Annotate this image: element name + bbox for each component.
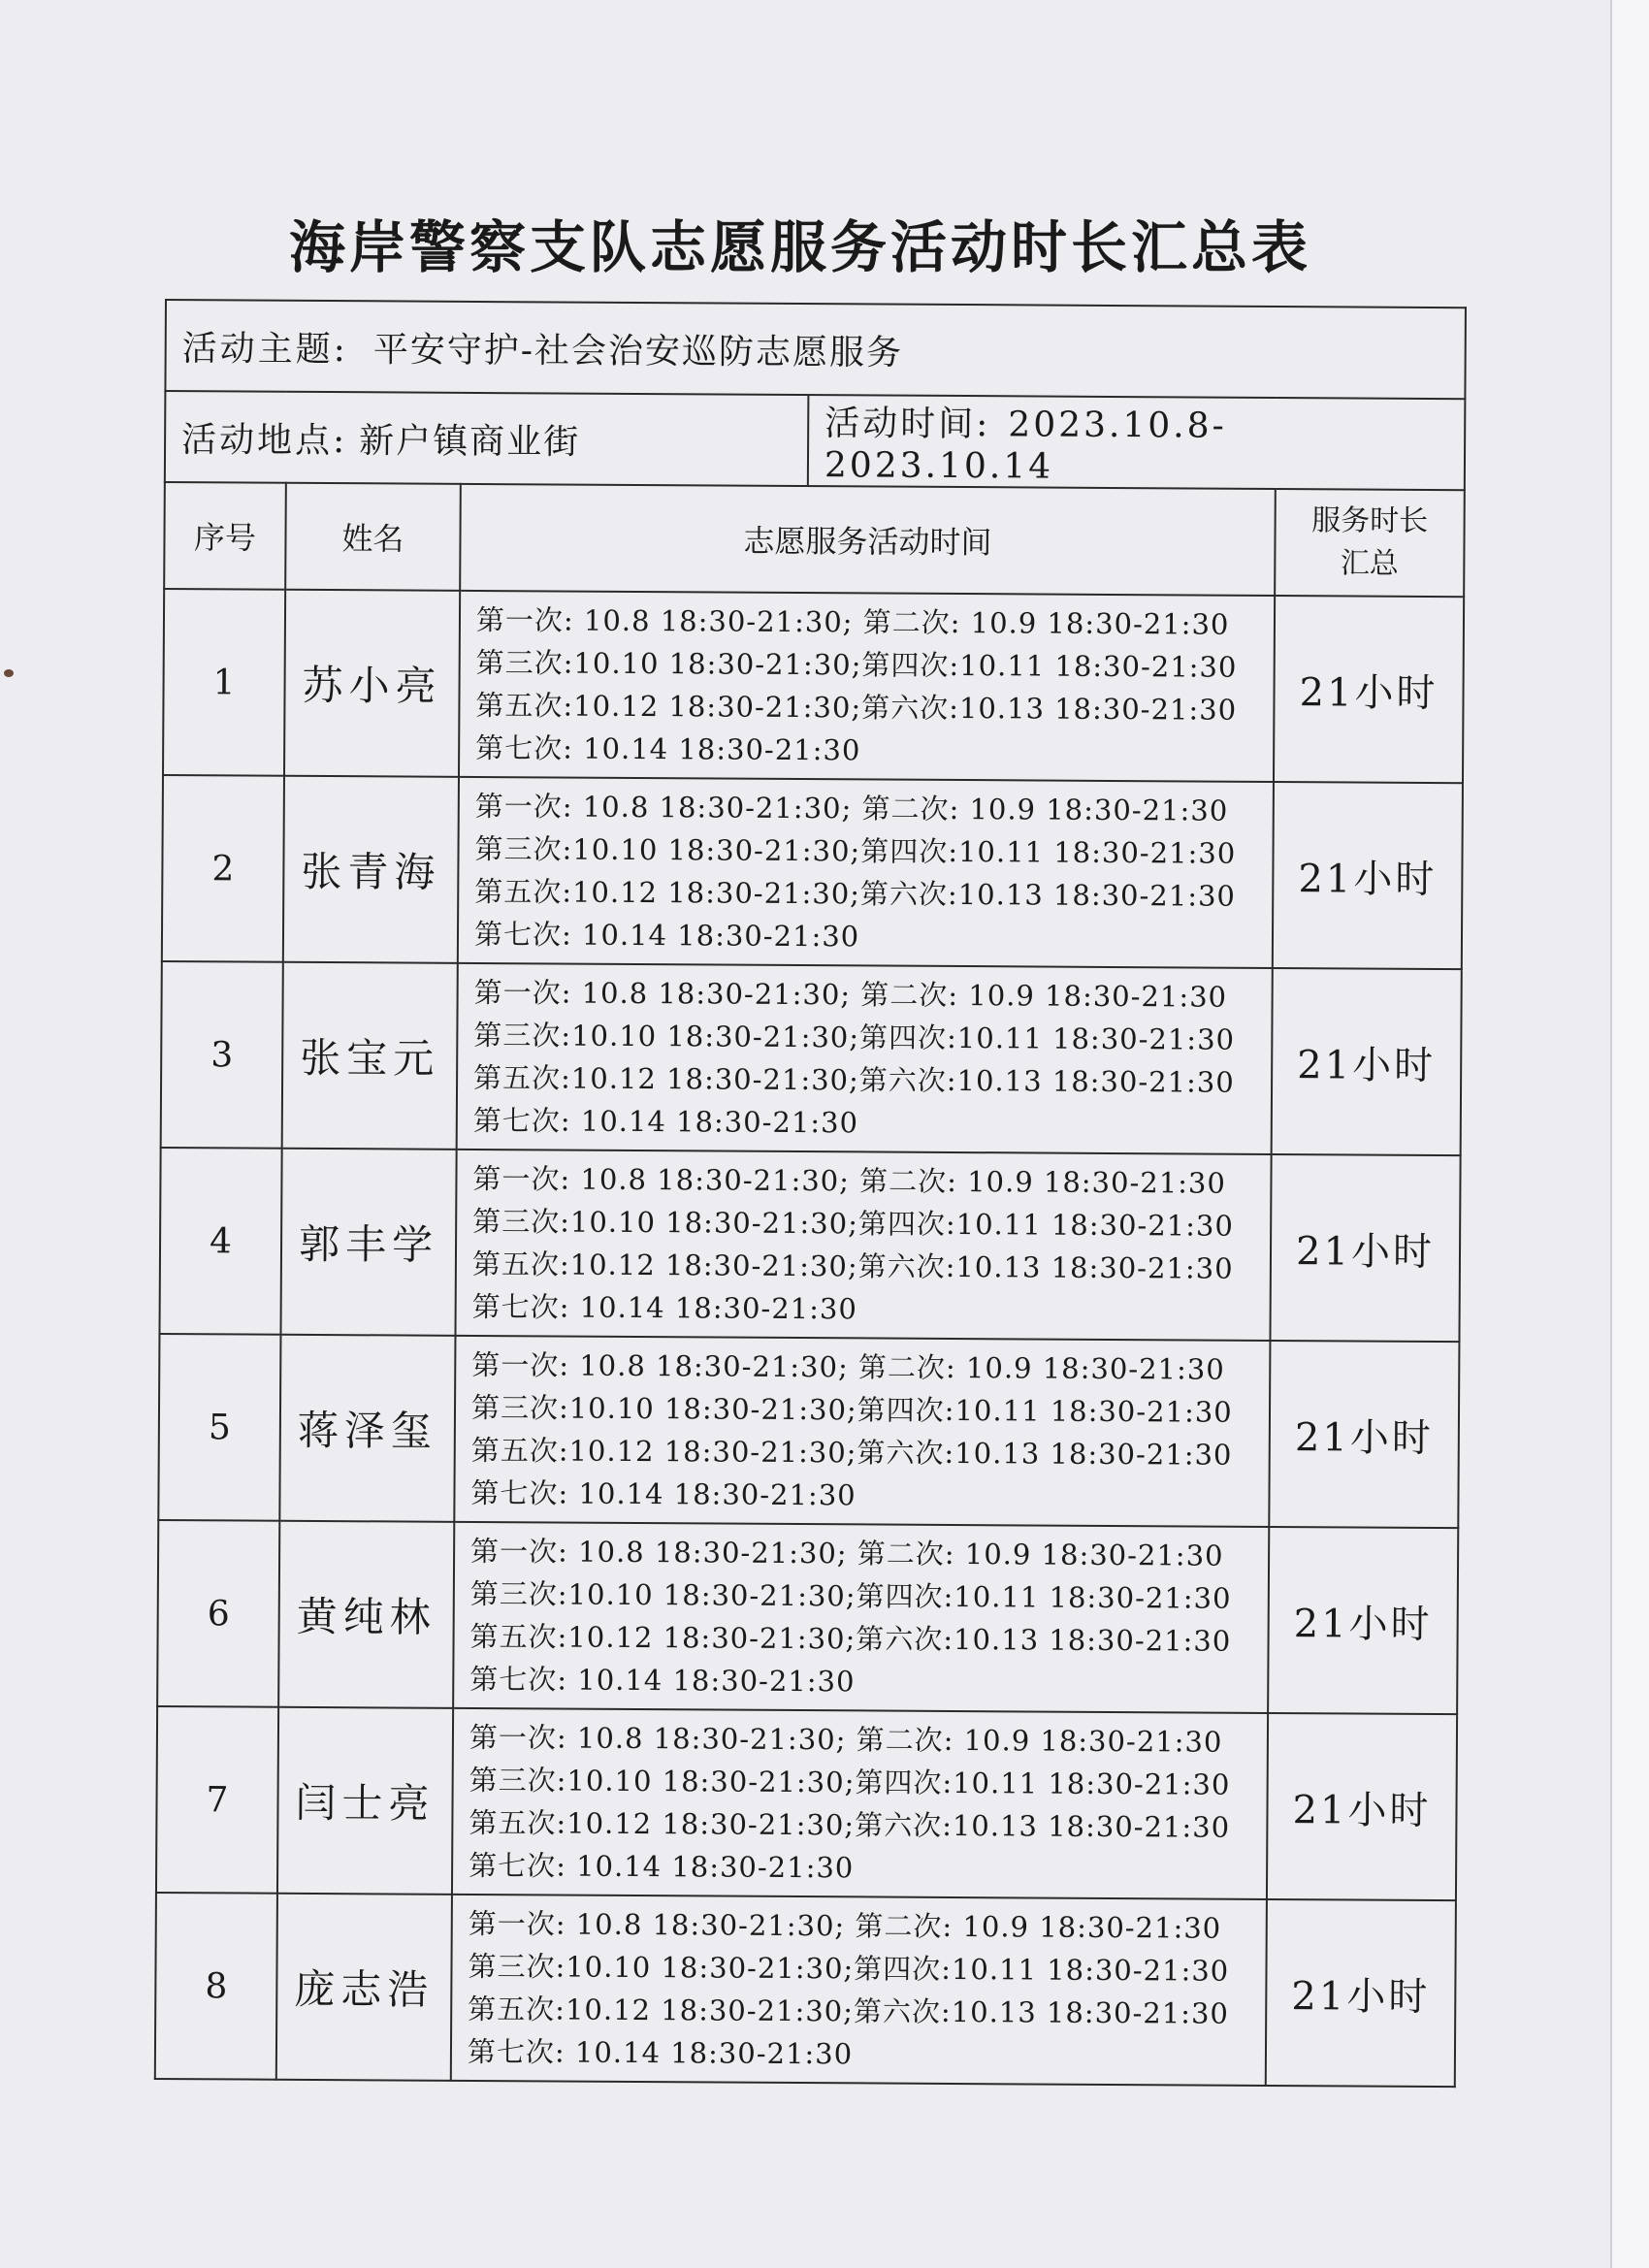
schedule-line: 第五次:10.12 18:30-21:30;第六次:10.13 18:30-21:30	[475, 688, 1238, 727]
schedule-line: 第七次: 10.14 18:30-21:30	[467, 2034, 854, 2071]
volunteer-name: 蒋泽玺	[279, 1335, 455, 1522]
theme-label: 活动主题:	[181, 328, 348, 370]
theme-value: 平安守护-社会治安巡防志愿服务	[372, 329, 904, 373]
schedule-line: 第七次: 10.14 18:30-21:30	[471, 1289, 857, 1326]
schedule-line: 第三次:10.10 18:30-21:30;第四次:10.11 18:30-21:30	[474, 831, 1237, 870]
schedule-line: 第五次:10.12 18:30-21:30;第六次:10.13 18:30-21:30	[469, 1619, 1232, 1658]
header-duration-line1: 服务时长	[1311, 503, 1429, 538]
schedule-line: 第七次: 10.14 18:30-21:30	[470, 1475, 857, 1512]
row-index: 7	[156, 1706, 278, 1894]
service-hours: 21小时	[1273, 782, 1463, 969]
header-row	[164, 482, 1465, 597]
volunteer-name: 苏小亮	[284, 590, 460, 777]
schedule-cell	[452, 1708, 1268, 1899]
schedule-line: 第三次:10.10 18:30-21:30;第四次:10.11 18:30-21:30	[470, 1390, 1233, 1429]
schedule-line: 第七次: 10.14 18:30-21:30	[472, 1103, 859, 1140]
table-row	[157, 1520, 1458, 1714]
location-label: 活动地点:	[180, 419, 348, 461]
table-row	[158, 1334, 1459, 1528]
schedule-line: 第五次:10.12 18:30-21:30;第六次:10.13 18:30-21:30	[469, 1805, 1231, 1844]
schedule-line: 第三次:10.10 18:30-21:30;第四次:10.11 18:30-21:30	[468, 1949, 1230, 1988]
volunteer-name: 庞志浩	[276, 1894, 452, 2081]
row-index: 5	[158, 1334, 280, 1521]
service-hours: 21小时	[1272, 968, 1462, 1155]
service-hours: 21小时	[1270, 1154, 1460, 1342]
header-name: 姓名	[285, 483, 461, 591]
schedule-cell	[458, 777, 1274, 968]
schedule-line: 第五次:10.12 18:30-21:30;第六次:10.13 18:30-21:30	[471, 1247, 1234, 1285]
service-hours: 21小时	[1269, 1341, 1459, 1528]
schedule-cell	[455, 1150, 1271, 1341]
header-index: 序号	[164, 482, 286, 590]
schedule-line: 第一次: 10.8 18:30-21:30; 第二次: 10.9 18:30-21:30	[468, 1906, 1222, 1945]
volunteer-rows	[155, 589, 1464, 2087]
location-value: 新户镇商业街	[359, 420, 581, 463]
schedule-cell	[453, 1522, 1269, 1713]
table-row	[161, 961, 1462, 1155]
period-part	[808, 396, 1277, 488]
theme-cell	[165, 300, 1466, 399]
schedule-line: 第三次:10.10 18:30-21:30;第四次:10.11 18:30-21:30	[475, 645, 1238, 684]
schedule-line: 第一次: 10.8 18:30-21:30; 第二次: 10.9 18:30-21:30	[470, 1534, 1224, 1572]
schedule-cell	[454, 1336, 1270, 1527]
schedule-line: 第五次:10.12 18:30-21:30;第六次:10.13 18:30-21:30	[468, 1992, 1230, 2030]
document-title: 海岸警察支队志愿服务活动时长汇总表	[288, 214, 1311, 280]
theme-row	[165, 300, 1466, 399]
table-row	[162, 775, 1463, 969]
schedule-line: 第五次:10.12 18:30-21:30;第六次:10.13 18:30-21:30	[470, 1433, 1233, 1472]
schedule-line: 第三次:10.10 18:30-21:30;第四次:10.11 18:30-21:30	[472, 1204, 1234, 1243]
table-row	[155, 1893, 1456, 2087]
table-row	[156, 1706, 1457, 1900]
schedule-line: 第一次: 10.8 18:30-21:30; 第二次: 10.9 18:30-21:30	[474, 789, 1229, 827]
schedule-line: 第一次: 10.8 18:30-21:30; 第二次: 10.9 18:30-21:30	[471, 1347, 1225, 1386]
row-index: 4	[159, 1148, 281, 1335]
service-hours: 21小时	[1267, 1713, 1457, 1900]
volunteer-name: 郭丰学	[280, 1149, 456, 1336]
summary-table	[154, 299, 1467, 2088]
period-cell-extension	[1276, 398, 1466, 490]
schedule-line: 第三次:10.10 18:30-21:30;第四次:10.11 18:30-21:30	[469, 1763, 1231, 1801]
schedule-line: 第七次: 10.14 18:30-21:30	[473, 917, 860, 954]
scan-speck	[4, 669, 14, 677]
schedule-line: 第七次: 10.14 18:30-21:30	[469, 1662, 856, 1699]
schedule-line: 第七次: 10.14 18:30-21:30	[469, 1848, 855, 1885]
schedule-line: 第一次: 10.8 18:30-21:30; 第二次: 10.9 18:30-21:30	[472, 1161, 1226, 1200]
row-index: 2	[162, 775, 284, 962]
header-duration-line2: 汇总	[1340, 546, 1399, 581]
row-index: 3	[161, 961, 283, 1149]
table-row	[163, 589, 1464, 783]
header-duration	[1275, 489, 1465, 597]
schedule-cell	[459, 591, 1275, 782]
row-index: 6	[157, 1520, 279, 1707]
schedule-line: 第三次:10.10 18:30-21:30;第四次:10.11 18:30-21:30	[473, 1018, 1236, 1056]
service-hours: 21小时	[1268, 1527, 1458, 1714]
volunteer-name: 张宝元	[282, 962, 458, 1150]
period-value: 2023.10.8-2023.10.14	[824, 405, 1227, 487]
period-label: 活动时间:	[824, 404, 991, 445]
schedule-line: 第三次:10.10 18:30-21:30;第四次:10.11 18:30-21:30	[469, 1576, 1232, 1615]
schedule-line: 第五次:10.12 18:30-21:30;第六次:10.13 18:30-21:30	[472, 1060, 1235, 1099]
page-edge	[1610, 0, 1649, 2268]
schedule-line: 第七次: 10.14 18:30-21:30	[475, 730, 861, 767]
schedule-line: 第五次:10.12 18:30-21:30;第六次:10.13 18:30-21:30	[474, 874, 1237, 913]
service-hours: 21小时	[1266, 1899, 1456, 2087]
location-part	[181, 392, 809, 485]
service-hours: 21小时	[1274, 596, 1464, 783]
schedule-line: 第一次: 10.8 18:30-21:30; 第二次: 10.9 18:30-21:30	[469, 1720, 1223, 1759]
schedule-cell	[451, 1895, 1267, 2086]
volunteer-name: 黄纯林	[278, 1521, 454, 1708]
row-index: 1	[163, 589, 285, 776]
schedule-cell	[457, 963, 1273, 1154]
header-schedule: 志愿服务活动时间	[460, 484, 1276, 596]
schedule-line: 第一次: 10.8 18:30-21:30; 第二次: 10.9 18:30-21:30	[473, 975, 1228, 1014]
location-time-row	[165, 391, 1466, 490]
location-cell	[165, 391, 1277, 489]
volunteer-name: 张青海	[283, 776, 459, 963]
table-row	[159, 1148, 1460, 1342]
volunteer-name: 闫士亮	[277, 1707, 453, 1895]
row-index: 8	[155, 1893, 277, 2080]
location-time-split	[181, 392, 1277, 488]
schedule-line: 第一次: 10.8 18:30-21:30; 第二次: 10.9 18:30-21:30	[475, 602, 1230, 641]
